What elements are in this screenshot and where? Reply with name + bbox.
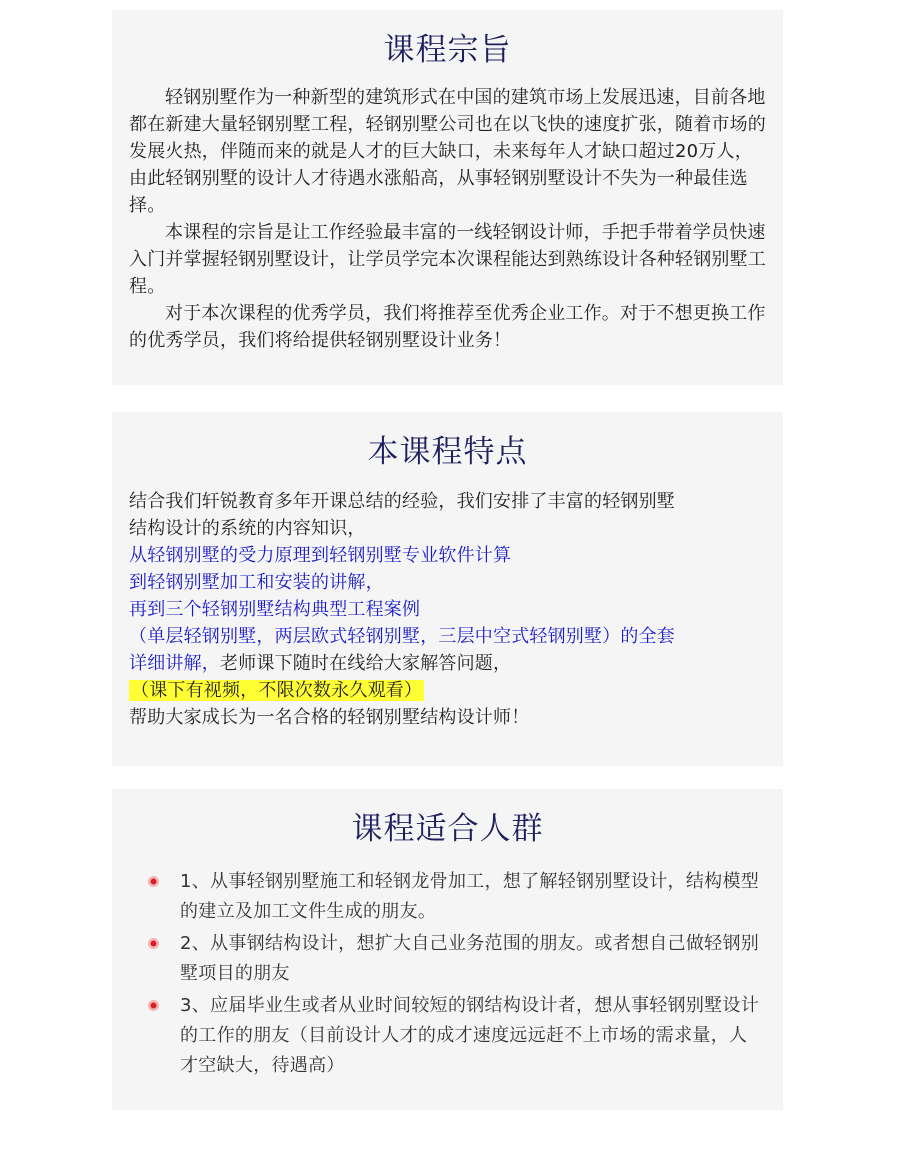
features-line-7	[129, 650, 767, 677]
features-line-6: （单层轻钢别墅，两层欧式轻钢别墅，三层中空式轻钢别墅）的全套	[129, 626, 675, 647]
features-line-7-blue: 详细讲解，	[129, 653, 220, 674]
list-item	[148, 867, 765, 927]
video-highlight: （课下有视频，不限次数永久观看）	[131, 680, 423, 701]
course-purpose-paragraph-1: 轻钢别墅作为一种新型的建筑形式在中国的建筑市场上发展迅速，目前各地都在新建大量轻钢别墅工程，轻钢别墅公司也在以飞快的速度扩张，随着市场的发展火热，伴随而来的就是人才的巨大缺口，未来每年人才缺口超过20万人，由此轻钢别墅的设计人才待遇水涨船高，从事轻钢别墅设计不失为一种最佳选择。	[129, 87, 766, 216]
course-purpose-title: 课程宗旨	[383, 32, 512, 68]
course-features-body	[112, 488, 783, 731]
features-line-8	[129, 677, 767, 704]
course-purpose-body	[112, 84, 783, 354]
target-audience-title: 课程适合人群	[351, 811, 544, 847]
audience-item-text: 1、从事轻钢别墅施工和轻钢龙骨加工，想了解轻钢别墅设计，结构模型的建立及加工文件生成的朋友。	[180, 871, 760, 922]
features-line-9: 帮助大家成长为一名合格的轻钢别墅结构设计师！	[129, 707, 530, 728]
target-audience-card	[112, 789, 783, 1110]
course-features-title: 本课程特点	[367, 434, 528, 470]
audience-item-text: 3、应届毕业生或者从业时间较短的钢结构设计者，想从事轻钢别墅设计的工作的朋友（目前设计人才的成才速度远远赶不上市场的需求量，人才空缺大，待遇高）	[180, 995, 760, 1076]
features-line-7-rest: 老师课下随时在线给大家解答问题，	[220, 653, 512, 674]
course-purpose-paragraph-3: 对于本次课程的优秀学员，我们将推荐至优秀企业工作。对于不想更换工作的优秀学员，我们将给提供轻钢别墅设计业务！	[129, 303, 766, 351]
red-dot-bullet-icon	[148, 1000, 159, 1011]
features-line-1: 结合我们轩锐教育多年开课总结的经验，我们安排了丰富的轻钢别墅	[129, 491, 675, 512]
features-line-4: 到轻钢别墅加工和安装的讲解，	[129, 572, 384, 593]
red-dot-bullet-icon	[148, 938, 159, 949]
list-item	[148, 929, 765, 989]
audience-item-text: 2、从事钢结构设计，想扩大自己业务范围的朋友。或者想自己做轻钢别墅项目的朋友	[180, 933, 760, 984]
audience-list	[112, 867, 783, 1081]
features-line-3: 从轻钢别墅的受力原理到轻钢别墅专业软件计算	[129, 545, 512, 566]
red-dot-bullet-icon	[148, 876, 159, 887]
course-features-card	[112, 412, 783, 766]
list-item	[148, 991, 765, 1081]
features-line-2: 结构设计的系统的内容知识，	[129, 518, 366, 539]
features-line-5: 再到三个轻钢别墅结构典型工程案例	[129, 599, 421, 620]
course-purpose-card	[112, 10, 783, 385]
course-purpose-paragraph-2: 本课程的宗旨是让工作经验最丰富的一线轻钢设计师，手把手带着学员快速入门并掌握轻钢别墅设计，让学员学完本次课程能达到熟练设计各种轻钢别墅工程。	[129, 222, 766, 297]
